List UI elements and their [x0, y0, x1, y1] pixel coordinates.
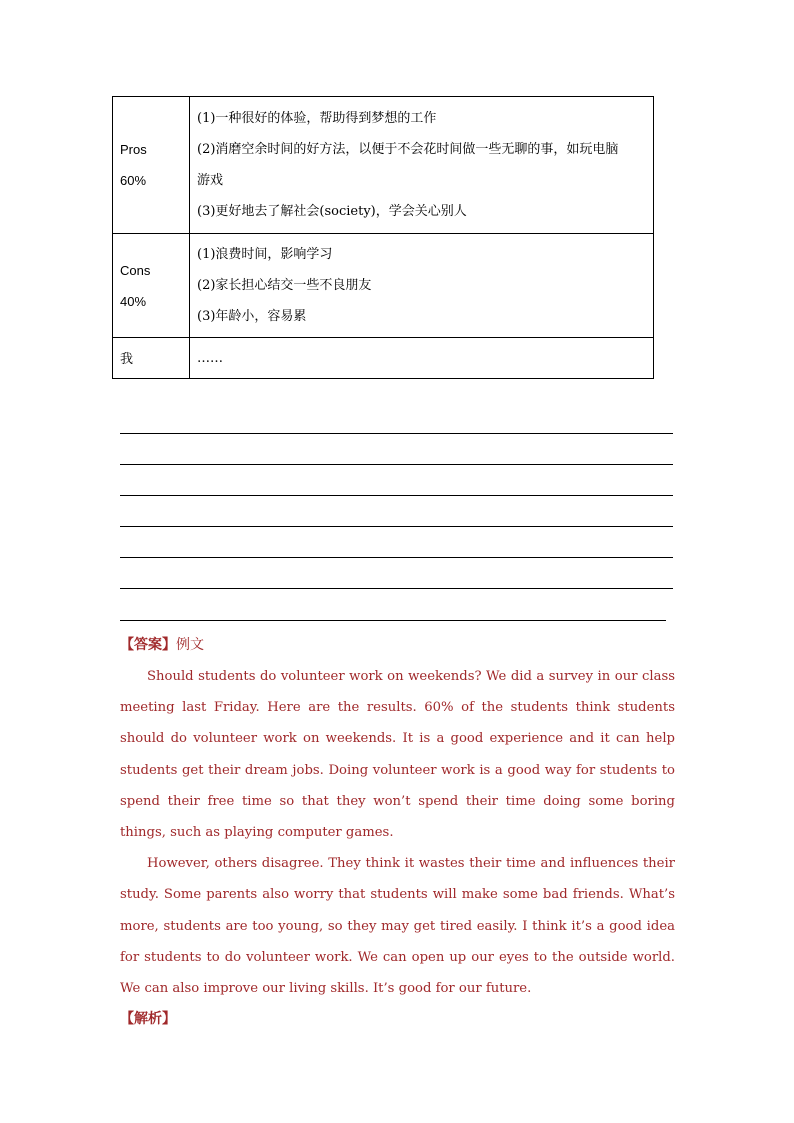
answer-heading-text: 例文 — [176, 637, 204, 653]
cons-item-2: (2)家长担心结交一些不良朋友 — [197, 278, 372, 293]
writing-line — [120, 620, 666, 621]
me-items-cell — [190, 338, 654, 379]
sample-essay-paragraph-2: However, others disagree. They think it wastes their time and influences their study. Some parents also worry that students will make some bad friends. What’s more, students are too young, so they may get tired easily. I think it’s a good idea for students to do volunteer work. We can open up our eyes to the outside world. We can also improve our living skills. It’s good for our future. — [120, 856, 675, 997]
pros-label: Pros — [120, 142, 147, 157]
pros-item-1: (1)一种很好的体验，帮助得到梦想的工作 — [197, 111, 437, 126]
pros-item-2: (2)消磨空余时间的好方法，以便于不会花时间做一些无聊的事，如玩电脑 — [197, 142, 619, 157]
cons-items-cell — [190, 234, 654, 338]
pros-items-cell — [190, 97, 654, 234]
pros-item-3: (3)更好地去了解社会(society)，学会关心别人 — [197, 204, 467, 219]
cons-item-3: (3)年龄小，容易累 — [197, 309, 307, 324]
table-row-cons — [113, 234, 654, 338]
writing-line — [120, 495, 673, 496]
me-item-ellipsis: …… — [197, 350, 223, 366]
cons-item-1: (1)浪费时间，影响学习 — [197, 247, 333, 262]
pros-item-2-cont: 游戏 — [197, 173, 224, 188]
sample-essay-paragraph-1: Should students do volunteer work on weekends? We did a survey in our class meeting last Friday. Here are the results. 60% of the students think students should do volunteer work on weekends. It is a good experience and it can help students get their dream jobs. Doing volunteer work is a good way for students to spend their free time so that they won’t spend their time doing some boring things, such as playing computer games. — [120, 669, 675, 841]
table-row-pros — [113, 97, 654, 234]
analysis-heading: 【解析】 — [120, 1011, 176, 1028]
cons-label-cell — [113, 234, 190, 338]
answer-heading-label: 【答案】 — [120, 637, 176, 653]
writing-line — [120, 433, 673, 434]
me-label: 我 — [120, 350, 134, 366]
writing-line — [120, 526, 673, 527]
answer-section — [120, 630, 675, 1035]
writing-line — [120, 557, 673, 558]
cons-label: Cons — [120, 262, 151, 278]
table-row-me — [113, 338, 654, 379]
answer-heading — [120, 630, 675, 661]
writing-line — [120, 464, 673, 465]
me-label-cell — [113, 338, 190, 379]
pros-label-cell — [113, 97, 190, 234]
pros-percent: 60% — [120, 173, 147, 188]
writing-line — [120, 588, 673, 589]
cons-percent: 40% — [120, 293, 147, 309]
survey-table — [112, 96, 654, 379]
